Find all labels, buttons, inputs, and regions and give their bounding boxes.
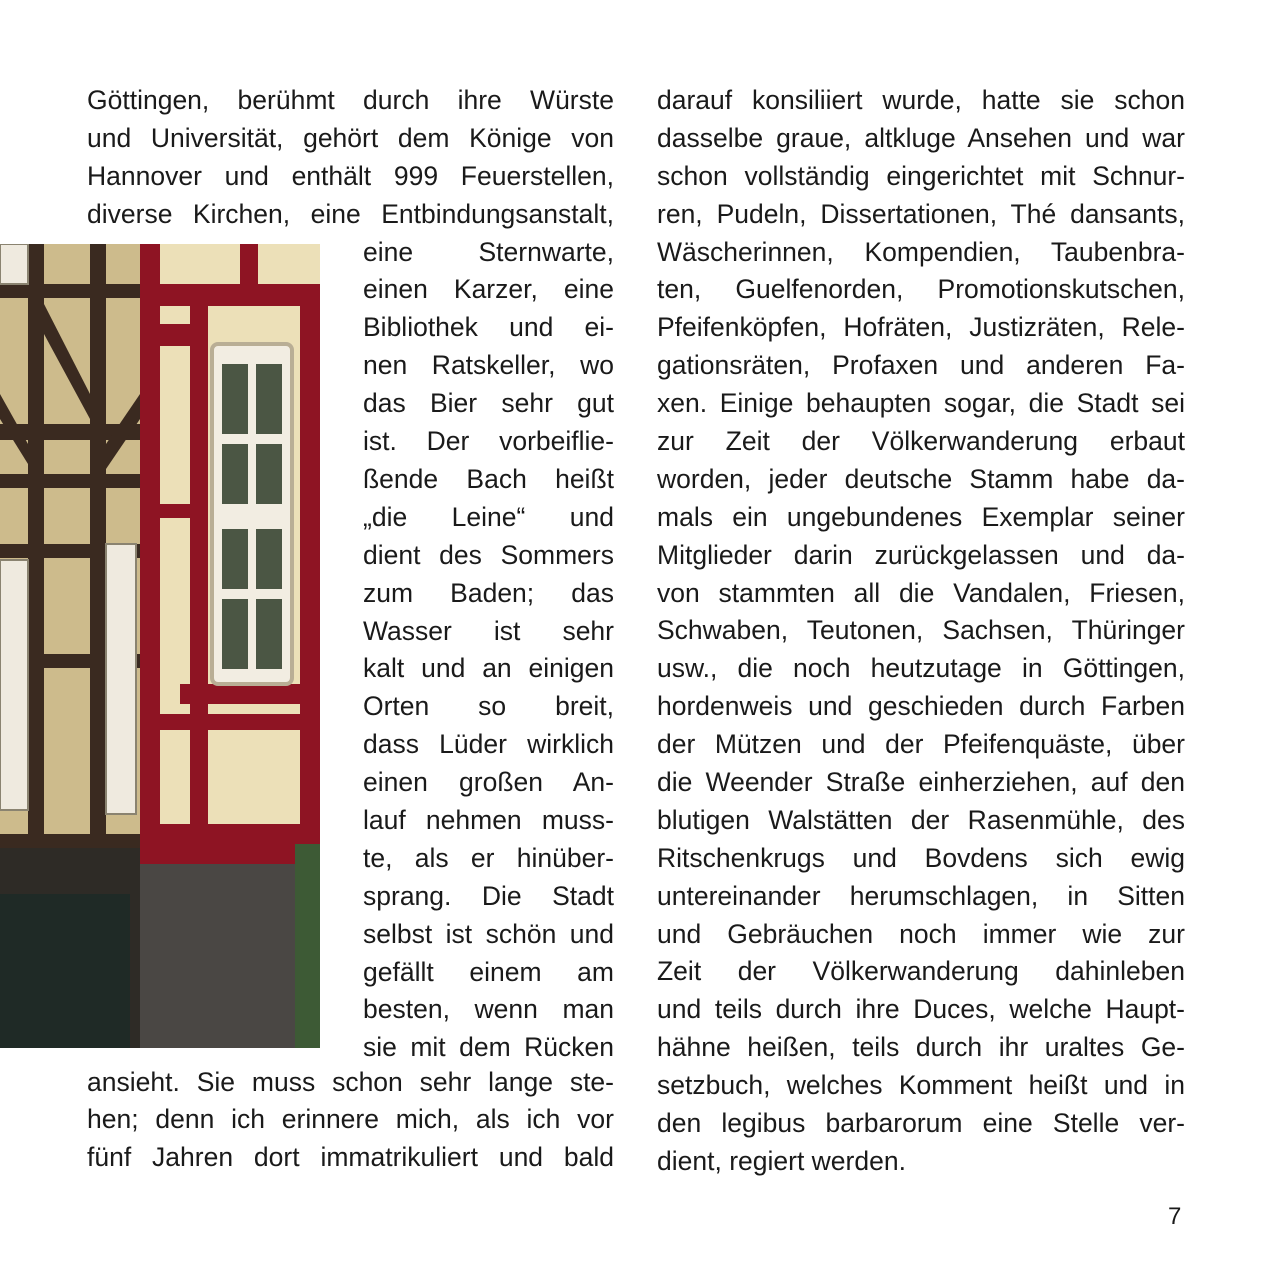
left-column-wrapped-text bbox=[363, 234, 614, 1068]
text-line: zur Zeit der Völkerwanderung erbaut bbox=[657, 426, 1185, 457]
text-line: einen Karzer, eine bbox=[363, 274, 614, 305]
text-line: te, als er hinüber- bbox=[363, 842, 614, 873]
text-line: „die Leine“ und bbox=[363, 501, 614, 532]
text-line: Pfeifenköpfen, Hofräten, Justizräten, Rele- bbox=[657, 312, 1185, 343]
left-column-top bbox=[87, 82, 614, 234]
text-line: ansieht. Sie muss schon sehr lange ste- bbox=[87, 1066, 614, 1097]
text-line: Ritschenkrugs und Bovdens sich ewig bbox=[657, 842, 1185, 873]
text-line: mals ein ungebundenes Exemplar seiner bbox=[657, 501, 1185, 532]
text-line: besten, wenn man bbox=[363, 994, 614, 1025]
text-line: Schwaben, Teutonen, Sachsen, Thüringer bbox=[657, 615, 1185, 646]
text-line: xen. Einige behaupten sogar, die Stadt sei bbox=[657, 388, 1185, 419]
text-line: Zeit der Völkerwanderung dahinleben bbox=[657, 956, 1185, 987]
text-line: Orten so breit, bbox=[363, 691, 614, 722]
left-column-bottom bbox=[87, 1064, 614, 1178]
text-line: Göttingen, berühmt durch ihre Würste bbox=[87, 85, 614, 115]
text-line: nen Ratskeller, wo bbox=[363, 350, 614, 381]
text-line: Wasser ist sehr bbox=[363, 615, 614, 646]
text-line: hordenweis und geschieden durch Farben bbox=[657, 691, 1185, 722]
text-line: und Universität, gehört dem Könige von bbox=[87, 122, 614, 153]
text-line: gationsräten, Profaxen und anderen Fa- bbox=[657, 350, 1185, 381]
text-line: ist. Der vorbeiflie- bbox=[363, 426, 614, 457]
text-line: gefällt einem am bbox=[363, 956, 614, 987]
text-line: das Bier sehr gut bbox=[363, 388, 614, 419]
text-line: dient des Sommers bbox=[363, 539, 614, 570]
text-line: sie mit dem Rücken bbox=[363, 1032, 614, 1063]
text-line: ren, Pudeln, Dissertationen, Thé dansants, bbox=[657, 198, 1185, 229]
text-line: worden, jeder deutsche Stamm habe da- bbox=[657, 463, 1185, 494]
text-line: eine Sternwarte, bbox=[363, 236, 614, 267]
text-line: einen großen An- bbox=[363, 767, 614, 798]
text-line: Bibliothek und ei- bbox=[363, 312, 614, 343]
text-line: fünf Jahren dort immatrikuliert und bald bbox=[87, 1142, 614, 1173]
text-line: von stammten all die Vandalen, Friesen, bbox=[657, 577, 1185, 608]
text-line: selbst ist schön und bbox=[363, 918, 614, 949]
half-timbered-house-photo bbox=[0, 244, 320, 1048]
text-line: die Weender Straße einherziehen, auf den bbox=[657, 767, 1185, 798]
text-line: darauf konsiliiert wurde, hatte sie schon bbox=[657, 85, 1185, 115]
text-line: Wäscherinnen, Kompendien, Taubenbra- bbox=[657, 236, 1185, 267]
text-line: Hannover und enthält 999 Feuerstellen, bbox=[87, 160, 614, 191]
text-line: und teils durch ihre Duces, welche Haupt- bbox=[657, 994, 1185, 1025]
text-line: der Mützen und der Pfeifenquäste, über bbox=[657, 729, 1185, 760]
text-line: und Gebräuchen noch immer wie zur bbox=[657, 918, 1185, 949]
text-line: dass Lüder wirklich bbox=[363, 729, 614, 760]
text-line: hen; denn ich erinnere mich, als ich vor bbox=[87, 1104, 614, 1135]
text-line: lauf nehmen muss- bbox=[363, 804, 614, 835]
text-line: ßende Bach heißt bbox=[363, 463, 614, 494]
right-column bbox=[657, 82, 1185, 1181]
text-line: blutigen Walstätten der Rasenmühle, des bbox=[657, 804, 1185, 835]
text-line: sprang. Die Stadt bbox=[363, 880, 614, 911]
text-line: dient, regiert werden. bbox=[657, 1145, 906, 1176]
text-line: den legibus barbarorum eine Stelle ver- bbox=[657, 1108, 1185, 1139]
text-line: diverse Kirchen, eine Entbindungsanstalt, bbox=[87, 198, 614, 229]
text-line: usw., die noch heutzutage in Göttingen, bbox=[657, 653, 1185, 684]
page-number: 7 bbox=[1168, 1203, 1182, 1230]
text-line: dasselbe graue, altkluge Ansehen und war bbox=[657, 122, 1185, 153]
text-line: ten, Guelfenorden, Promotionskutschen, bbox=[657, 274, 1185, 305]
text-line: hähne heißen, teils durch ihr uraltes Ge- bbox=[657, 1032, 1185, 1063]
text-line: setzbuch, welches Komment heißt und in bbox=[657, 1070, 1185, 1101]
text-line: untereinander herumschlagen, in Sitten bbox=[657, 880, 1185, 911]
text-line: schon vollständig eingerichtet mit Schnur- bbox=[657, 160, 1185, 191]
text-line: zum Baden; das bbox=[363, 577, 614, 608]
text-line: Mitglieder darin zurückgelassen und da- bbox=[657, 539, 1185, 570]
text-line: kalt und an einigen bbox=[363, 653, 614, 684]
